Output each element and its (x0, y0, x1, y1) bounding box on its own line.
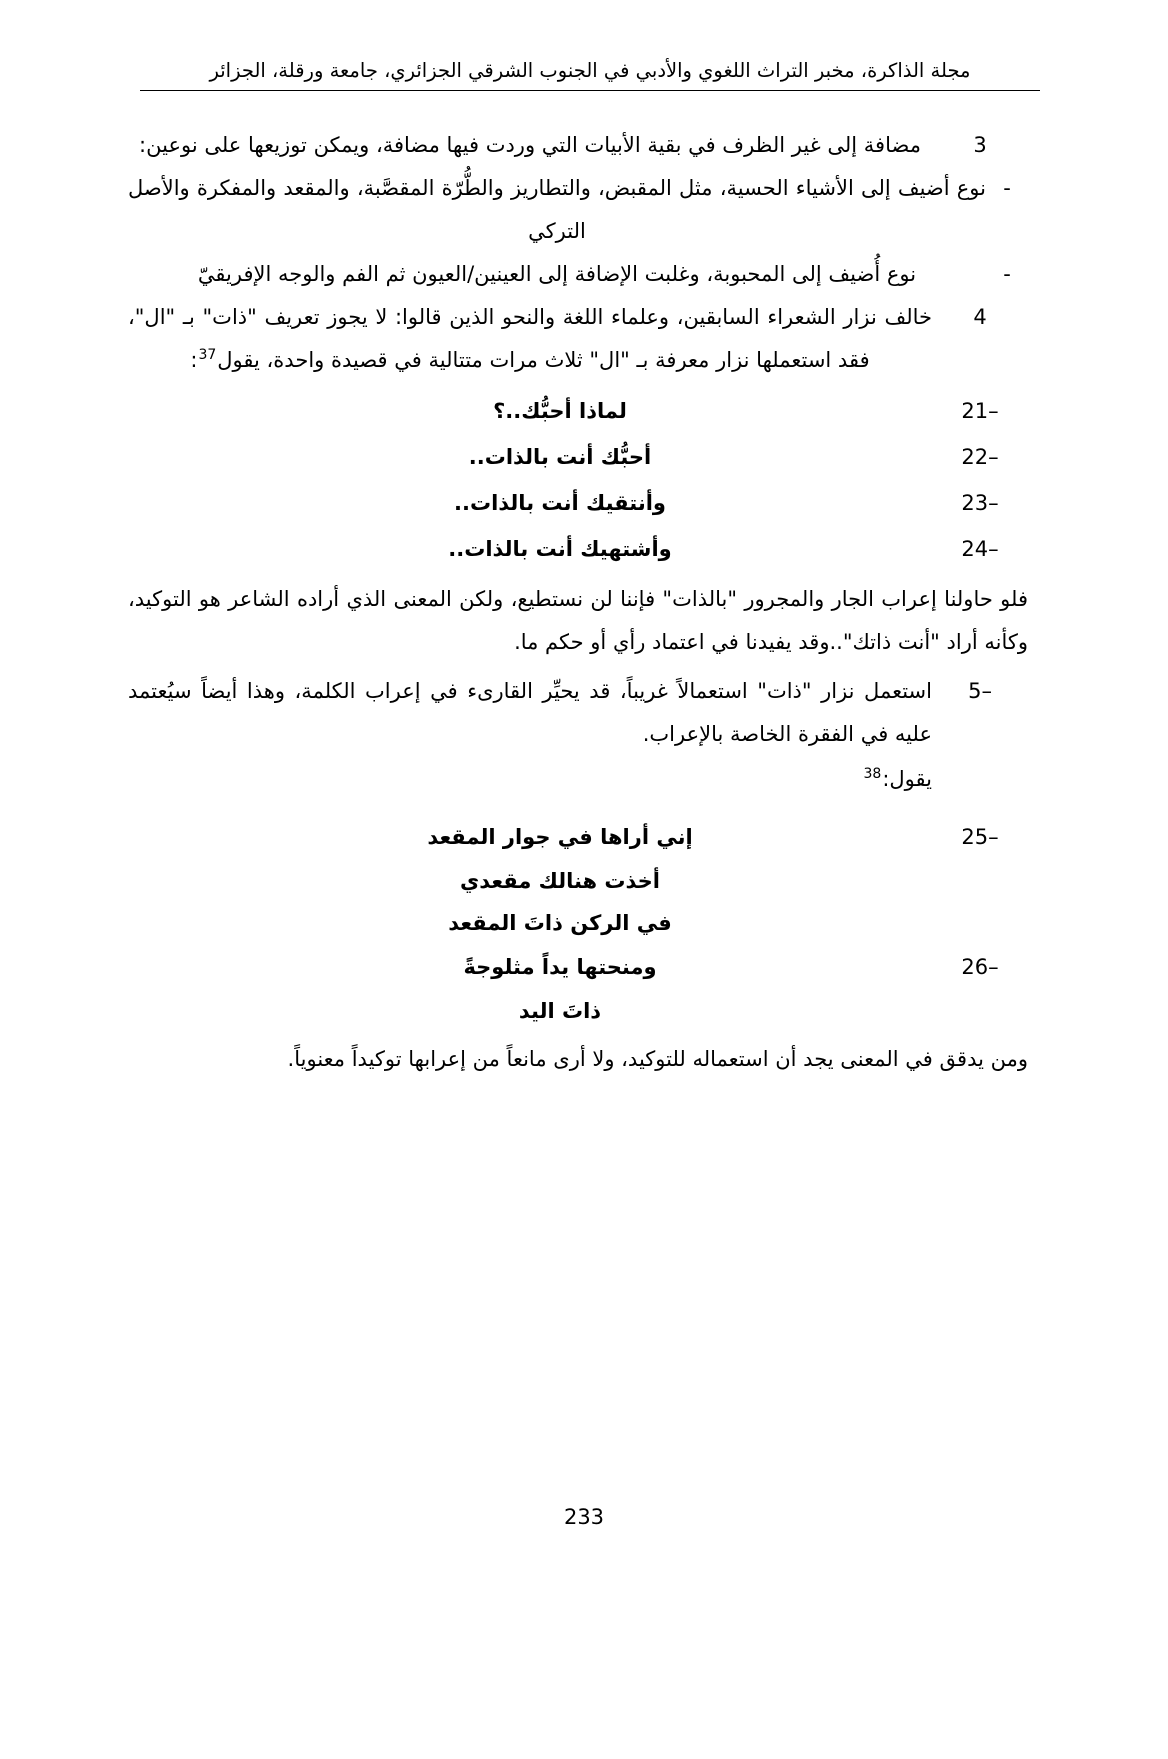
verse-number-21: 21– (961, 399, 999, 423)
spacer (128, 802, 1028, 814)
item-number-5: 5– (968, 679, 992, 703)
verse-text-26-line-2: ذاتَ اليد (518, 999, 602, 1023)
numbered-item-5 (128, 670, 1028, 756)
says-line-row (128, 756, 1028, 802)
verse-number-22: 22– (961, 445, 999, 469)
verse-row-25-cont-2 (128, 902, 1028, 944)
verse-text-23: وأنتقيك أنت بالذات.. (454, 491, 666, 515)
item-number-4: 4 (973, 305, 987, 329)
verse-number-25: 25– (961, 825, 999, 849)
item-4-text-after-footnote: : (190, 348, 198, 372)
running-head-text: مجلة الذاكرة، مخبر التراث اللغوي والأدبي في الجنوب الشرقي الجزائري، جامعة ورقلة، الجزائر (209, 59, 971, 82)
paragraph-after-verses-a: فلو حاولنا إعراب الجار والمجرور "بالذات" فإننا لن نستطيع، ولكن المعنى الذي أراده الشاعر هو التوكيد، وكأنه أراد "أنت ذاتك"..وقد يفيدنا في اعتماد رأي أو حكم ما. (128, 587, 1028, 654)
verse-text-25-line-2: أخذت هنالك مقعدي (460, 869, 660, 893)
verse-number-24: 24– (961, 537, 999, 561)
verse-row-23 (128, 480, 1028, 526)
item-text-4 (128, 296, 932, 382)
verse-row-24 (128, 526, 1028, 572)
verse-text-24: وأشتهيك أنت بالذات.. (448, 537, 672, 561)
verse-row-25-cont-1 (128, 860, 1028, 902)
verse-number-26: 26– (961, 955, 999, 979)
numbered-item-3 (128, 124, 1028, 167)
footnote-marker-38: 38 (863, 766, 882, 782)
bullet-dash-marker: - (1003, 262, 1011, 286)
bullet-item-2 (128, 253, 1028, 296)
verse-text-25-line-1: إني أراها في جوار المقعد (427, 825, 693, 849)
item-text-3: مضافة إلى غير الظرف في بقية الأبيات التي وردت فيها مضافة، ويمكن توزيعها على نوعين: (139, 133, 921, 157)
verse-text-22: أحبُّك أنت بالذات.. (468, 445, 652, 469)
header-divider-rule (140, 90, 1040, 91)
verse-row-25 (128, 814, 1028, 860)
item-text-5: استعمل نزار "ذات" استعمالاً غريباً، قد يحيِّر القارىء في إعراب الكلمة، وهذا أيضاً سيُعتمد عليه في الفقرة الخاصة بالإعراب. (128, 679, 932, 746)
verse-block-a (128, 388, 1028, 572)
bullet-text-1: نوع أضيف إلى الأشياء الحسية، مثل المقبض، والتطاريز والطُّرّة المقصَّبة، والمقعد والمفكرة والأصل التركي (128, 176, 986, 243)
verse-row-21 (128, 388, 1028, 434)
closing-paragraph: ومن يدقق في المعنى يجد أن استعماله للتوكيد، ولا أرى مانعاً من إعرابها توكيداً معنوياً. (287, 1047, 1028, 1071)
item-number-3: 3 (973, 133, 987, 157)
verse-number-23: 23– (961, 491, 999, 515)
numbered-item-4 (128, 296, 1028, 382)
says-line-text: يقول: (882, 767, 932, 791)
verse-row-26 (128, 944, 1028, 990)
verse-text-25-line-3: في الركن ذاتَ المقعد (448, 911, 672, 935)
says-line (128, 756, 932, 802)
item-4-text-before-footnote: خالف نزار الشعراء السابقين، وعلماء اللغة والنحو الذين قالوا: لا يجوز تعريف "ذات" بـ "ال"، فقد استعملها نزار معرفة بـ "ال" ثلاث مرات متتالية في قصيدة واحدة، يقول (128, 305, 932, 372)
page-body (128, 124, 1028, 1081)
page-number: 233 (563, 1505, 605, 1529)
verse-row-26-cont-1 (128, 990, 1028, 1032)
verse-text-26-line-1: ومنحتها يداً مثلوجةً (463, 955, 657, 979)
bullet-dash-marker: - (1003, 176, 1011, 200)
verse-block-b (128, 814, 1028, 1032)
verse-row-22 (128, 434, 1028, 480)
bullet-text-2: نوع أُضيف إلى المحبوبة، وغلبت الإضافة إلى العينين/العيون ثم الفم والوجه الإفريقيّ (197, 262, 917, 286)
running-header (140, 58, 1040, 91)
footnote-marker-37: 37 (198, 347, 217, 363)
verse-text-21: لماذا أحبُّك..؟ (493, 399, 627, 423)
bullet-item-1 (128, 167, 1028, 253)
